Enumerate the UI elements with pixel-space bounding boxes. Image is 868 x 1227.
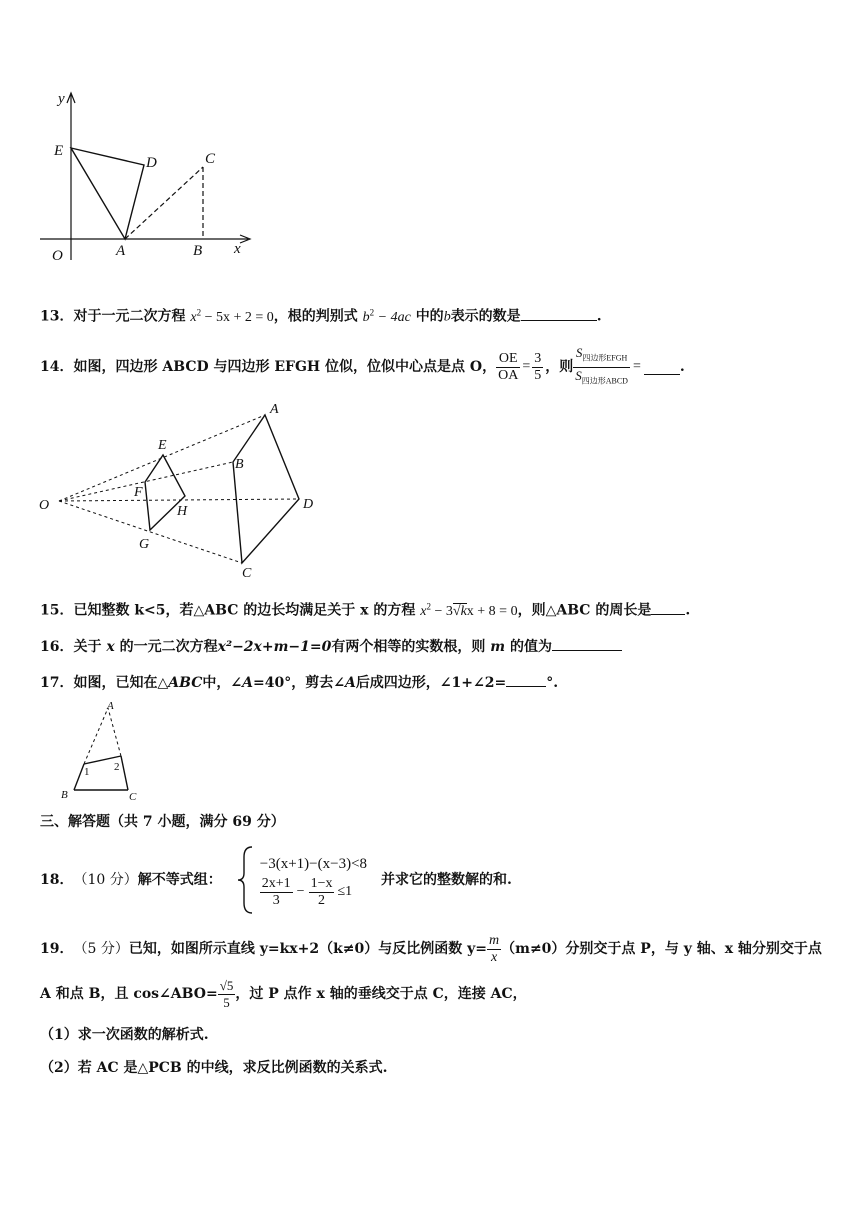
label-a: A — [107, 700, 114, 712]
label-d: D — [303, 497, 314, 512]
question-18: 18． （10 分） 解不等式组： −3(x+1)−(x−3)<8 $\frac{2x+1}{3}$ − $\frac{1-x}{2}$ ≤1 并求它的整数解的和. — [40, 844, 512, 916]
label-o: O — [52, 248, 63, 264]
brace-icon — [236, 845, 258, 915]
label-b: B — [61, 789, 68, 801]
label-y: y — [58, 91, 65, 107]
label-a: A — [116, 243, 126, 259]
question-13: 13．对于一元二次方程 $x^2 - 5x + 2 = 0$，根的判别式 $b^2 - 4ac$ 中的b表示的数是 . — [40, 307, 602, 325]
question-19-part1: （1）求一次函数的解析式. — [40, 1027, 209, 1043]
label-c: C — [242, 566, 252, 581]
question-19-line1: 19． （5 分） 已知，如图所示直线 y=kx+2（k≠0）与反比例函数 y= $\frac{m}{x}$ （m≠0）分别交于点 P，与 y 轴、x 轴分别交于点 — [40, 932, 822, 965]
label-f: F — [134, 485, 143, 500]
label-d: D — [146, 155, 157, 171]
answer-blank-16[interactable] — [552, 636, 622, 651]
label-b: B — [193, 243, 203, 259]
label-angle-1: 1 — [84, 766, 90, 778]
question-17: 17．如图，已知在△ABC中，∠A=40°，剪去∠A后成四边形，∠1+∠2= °. — [40, 672, 558, 693]
answer-blank-13[interactable] — [521, 306, 597, 321]
label-c: C — [205, 151, 216, 167]
question-19-part2: （2）若 AC 是△PCB 的中线，求反比例函数的关系式. — [40, 1060, 388, 1076]
label-b: B — [235, 457, 244, 472]
label-e: E — [158, 438, 167, 453]
section-title: 三、解答题（共 7 小题，满分 69 分） — [40, 814, 285, 830]
label-h: H — [177, 504, 188, 519]
answer-blank-14[interactable] — [644, 360, 680, 375]
label-angle-2: 2 — [114, 761, 120, 773]
question-16: 16．关于 x 的一元二次方程x²−2x+m−1=0有两个相等的实数根，则 m 的值为 — [40, 636, 622, 657]
label-x: x — [234, 241, 241, 257]
question-14: 14． 如图，四边形 ABCD 与四边形 EFGH 位似，位似中心点是点 O， $\frac{OE}{OA}$ = $\frac{3}{5}$ ，则 $\frac{S_{四边形EFGH}}{S_{四边形ABCD}}$ = . — [40, 344, 685, 386]
label-o: O — [39, 498, 50, 513]
label-c: C — [129, 791, 137, 803]
figure-cut-triangle — [55, 700, 150, 805]
answer-blank-15[interactable] — [651, 600, 685, 615]
figure-coordinate-quadrilateral — [30, 85, 260, 270]
question-15: 15．已知整数 k<5，若△ABC 的边长均满足关于 x 的方程 $x^2 - 3√kx + 8 = 0$，则△ABC 的周长是 . — [40, 601, 691, 619]
label-a: A — [270, 402, 279, 417]
answer-blank-17[interactable] — [506, 672, 546, 687]
figure-homothety — [35, 400, 325, 585]
question-19-line2: A 和点 B，且 cos∠ABO= $\frac{√5}{5}$ ，过 P 点作 x 轴的垂线交于点 C，连接 AC， — [40, 977, 527, 1010]
label-g: G — [139, 537, 150, 552]
label-e: E — [54, 143, 64, 159]
